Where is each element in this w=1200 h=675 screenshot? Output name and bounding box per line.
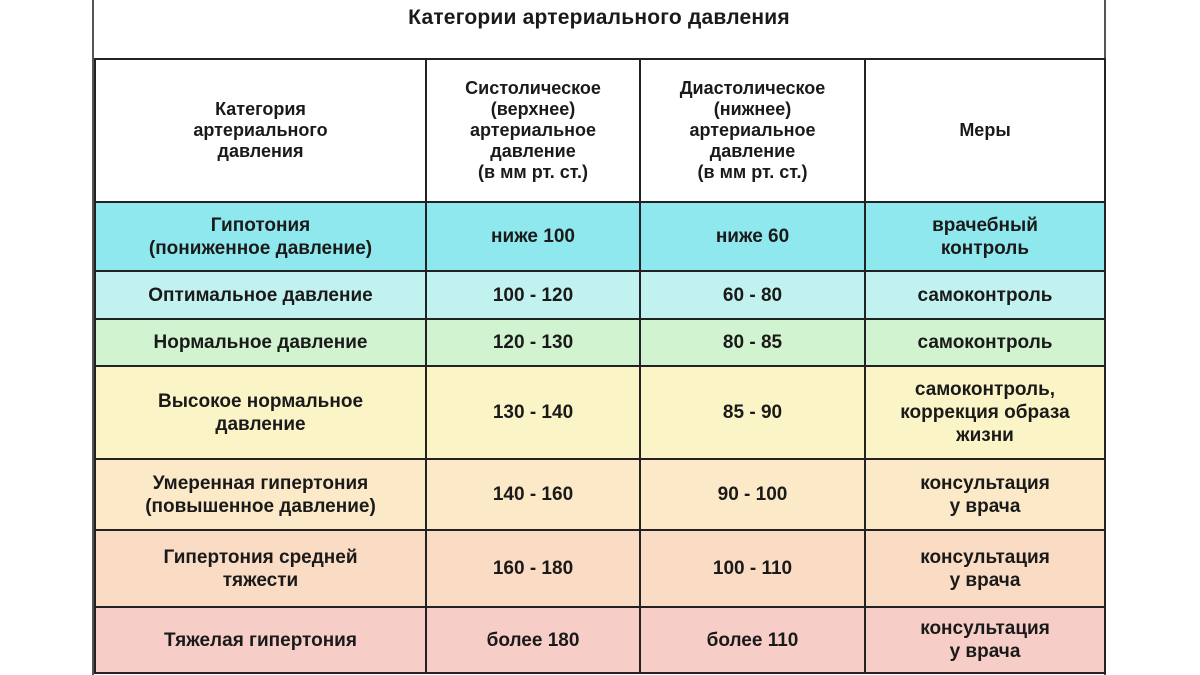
cell-measures: самоконтроль xyxy=(865,319,1105,366)
cell-systolic: 130 - 140 xyxy=(426,366,640,459)
header-measures: Меры xyxy=(865,59,1105,202)
table-header-row xyxy=(95,59,1105,202)
cell-diastolic: 100 - 110 xyxy=(640,530,865,607)
cell-measures: самоконтроль, коррекция образа жизни xyxy=(865,366,1105,459)
cell-diastolic: 90 - 100 xyxy=(640,459,865,530)
header-systolic: Систолическое (верхнее) артериальное давление (в мм рт. ст.) xyxy=(426,59,640,202)
page-title: Категории артериального давления xyxy=(408,6,790,29)
cell-category: Тяжелая гипертония xyxy=(95,607,426,673)
cell-category: Умеренная гипертония (повышенное давление) xyxy=(95,459,426,530)
header-category: Категория артериального давления xyxy=(95,59,426,202)
document-sheet xyxy=(92,0,1106,675)
blood-pressure-table xyxy=(94,58,1106,674)
table-row xyxy=(95,202,1105,271)
cell-measures: консультация у врача xyxy=(865,607,1105,673)
cell-systolic: 120 - 130 xyxy=(426,319,640,366)
cell-category: Высокое нормальное давление xyxy=(95,366,426,459)
table-row xyxy=(95,530,1105,607)
header-diastolic: Диастолическое (нижнее) артериальное давление (в мм рт. ст.) xyxy=(640,59,865,202)
cell-measures: врачебный контроль xyxy=(865,202,1105,271)
cell-diastolic: более 110 xyxy=(640,607,865,673)
table-row xyxy=(95,319,1105,366)
cell-diastolic: 85 - 90 xyxy=(640,366,865,459)
cell-measures: самоконтроль xyxy=(865,271,1105,319)
table-row xyxy=(95,366,1105,459)
table-row xyxy=(95,271,1105,319)
cell-diastolic: 80 - 85 xyxy=(640,319,865,366)
cell-category: Нормальное давление xyxy=(95,319,426,366)
cell-measures: консультация у врача xyxy=(865,459,1105,530)
cell-category: Гипотония (пониженное давление) xyxy=(95,202,426,271)
cell-measures: консультация у врача xyxy=(865,530,1105,607)
cell-diastolic: ниже 60 xyxy=(640,202,865,271)
cell-systolic: 140 - 160 xyxy=(426,459,640,530)
cell-category: Оптимальное давление xyxy=(95,271,426,319)
table-row xyxy=(95,459,1105,530)
cell-category: Гипертония средней тяжести xyxy=(95,530,426,607)
cell-systolic: ниже 100 xyxy=(426,202,640,271)
table-row xyxy=(95,607,1105,673)
cell-diastolic: 60 - 80 xyxy=(640,271,865,319)
cell-systolic: 160 - 180 xyxy=(426,530,640,607)
cell-systolic: 100 - 120 xyxy=(426,271,640,319)
cell-systolic: более 180 xyxy=(426,607,640,673)
